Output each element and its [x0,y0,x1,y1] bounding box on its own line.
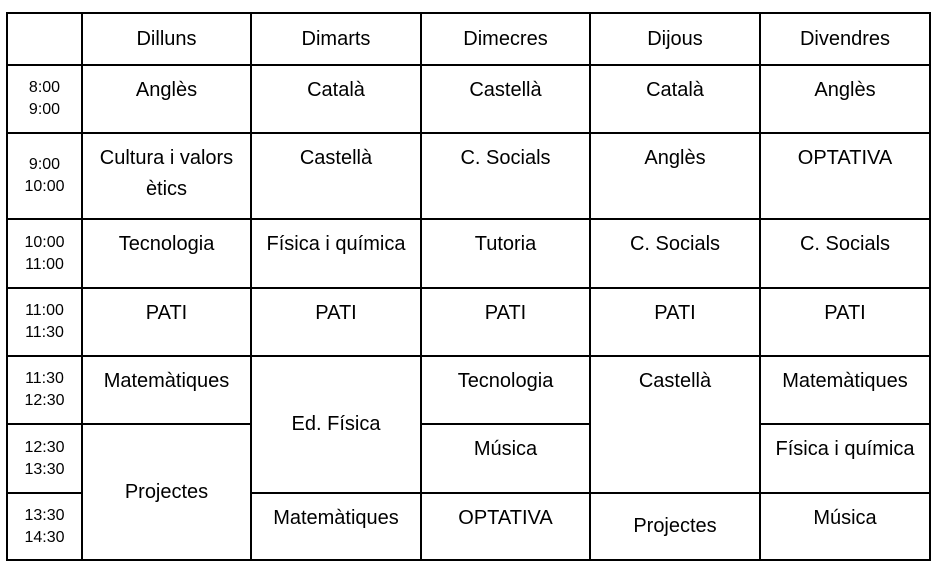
corner-cell [7,13,82,65]
subject-cell [760,288,930,356]
table-row [7,424,930,493]
subject-cell [760,65,930,133]
time-cell [7,133,82,219]
subject-cell [760,493,930,560]
subject-label: C. Socials [799,233,891,255]
subject-cell [421,493,590,560]
subject-label: Tecnologia [457,370,554,392]
day-header-dijous: Dijous [590,13,760,65]
time-cell [7,424,82,493]
subject-cell [760,133,930,219]
subject-cell [82,288,251,356]
subject-label: PATI [654,302,696,324]
subject-cell [82,219,251,288]
day-header-divendres: Divendres [760,13,930,65]
subject-cell [590,493,760,560]
subject-cell [251,493,421,560]
day-header-dilluns: Dilluns [82,13,251,65]
subject-label: Matemàtiques [782,370,908,392]
day-header-dimecres: Dimecres [421,13,590,65]
time-cell [7,493,82,560]
time-start: 13:30 [24,506,65,524]
subject-cell [760,356,930,424]
time-cell [7,288,82,356]
time-start: 9:00 [28,156,61,173]
time-start: 11:00 [25,302,64,319]
subject-label: Matemàtiques [103,370,230,392]
time-cell [7,356,82,424]
time-end: 12:30 [24,392,65,409]
subject-label: Cultura i valors ètics [99,147,234,200]
subject-label: Matemàtiques [273,507,399,529]
table-row [7,288,930,356]
time-end: 11:00 [25,255,64,273]
time-end: 14:30 [24,528,65,546]
time-end: 9:00 [28,101,61,118]
subject-cell [421,424,590,493]
subject-label: PATI [145,302,188,324]
subject-cell [760,424,930,493]
table-row [7,133,930,219]
subject-label: OPTATIVA [458,507,553,529]
time-end: 13:30 [24,460,65,478]
subject-label: Castellà [469,79,542,101]
subject-cell [590,65,760,133]
subject-label: Projectes [124,480,209,503]
table-row [7,65,930,133]
subject-cell [590,288,760,356]
subject-cell [251,65,421,133]
subject-label: Anglès [814,79,876,101]
subject-cell [590,133,760,219]
subject-label: Física i química [775,438,915,460]
subject-label: PATI [315,302,357,324]
subject-cell [251,288,421,356]
subject-cell [251,219,421,288]
time-end: 11:30 [25,324,64,341]
subject-label: Ed. Física [291,413,381,435]
subject-label: Castellà [638,370,712,392]
subject-label: Música [813,507,877,529]
subject-cell [82,133,251,219]
subject-cell [590,219,760,288]
subject-cell [82,356,251,424]
subject-label: Tutoria [474,233,537,255]
subject-label: Anglès [644,147,706,169]
time-start: 12:30 [24,438,65,456]
subject-cell [82,424,251,560]
time-end: 10:00 [24,178,65,195]
subject-label: Català [646,79,704,101]
subject-label: Anglès [135,79,198,101]
timetable [6,12,931,561]
subject-cell [590,356,760,493]
subject-cell [421,219,590,288]
subject-label: Català [307,79,365,101]
subject-cell [421,288,590,356]
subject-label: C. Socials [460,147,551,169]
subject-label: Tecnologia [118,233,215,255]
time-start: 8:00 [28,79,61,96]
subject-label: PATI [824,302,866,324]
subject-label: OPTATIVA [797,147,893,169]
time-cell [7,65,82,133]
subject-label: PATI [484,302,527,324]
subject-label: Castellà [299,147,373,169]
subject-label: Física i química [266,233,406,255]
subject-cell [251,133,421,219]
subject-cell [251,356,421,493]
table-row [7,219,930,288]
subject-cell [82,65,251,133]
subject-cell [421,356,590,424]
subject-label: Música [473,438,538,460]
time-start: 11:30 [25,370,64,387]
time-start: 10:00 [24,233,65,251]
subject-label: C. Socials [629,233,721,255]
header-row [7,13,930,65]
time-cell [7,219,82,288]
subject-label: Projectes [633,515,717,537]
subject-cell [760,219,930,288]
day-header-dimarts: Dimarts [251,13,421,65]
table-row [7,356,930,424]
subject-cell [421,65,590,133]
subject-cell [421,133,590,219]
